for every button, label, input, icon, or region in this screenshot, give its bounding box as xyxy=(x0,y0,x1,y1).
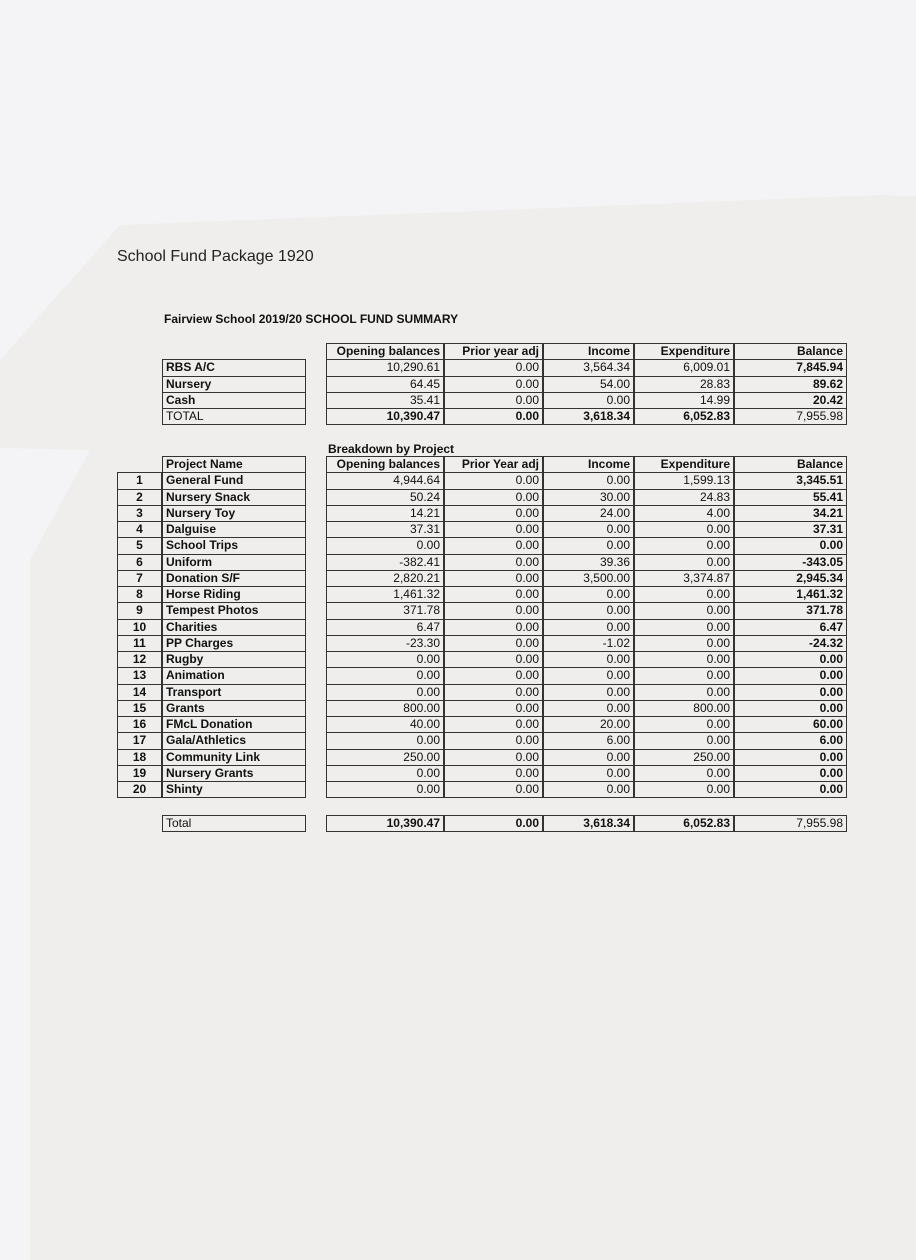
breakdown-col-header: Prior Year adj xyxy=(444,456,543,473)
project-name: Animation xyxy=(162,667,306,684)
project-cell: 6.00 xyxy=(543,732,634,749)
project-cell: 0.00 xyxy=(444,765,543,782)
summary-cell: 3,618.34 xyxy=(543,408,634,425)
project-cell: 371.78 xyxy=(734,602,847,619)
project-cell: 4.00 xyxy=(634,505,734,522)
project-name: Nursery Toy xyxy=(162,505,306,522)
project-cell: 0.00 xyxy=(444,667,543,684)
summary-row-label: Cash xyxy=(162,392,306,409)
summary-row-label: RBS A/C xyxy=(162,359,306,376)
project-cell: 0.00 xyxy=(543,765,634,782)
project-number: 9 xyxy=(117,602,162,619)
project-name: Uniform xyxy=(162,554,306,571)
project-cell: 0.00 xyxy=(634,602,734,619)
project-cell: 0.00 xyxy=(543,684,634,701)
project-cell: 0.00 xyxy=(444,684,543,701)
project-cell: 0.00 xyxy=(734,700,847,717)
summary-cell: 7,955.98 xyxy=(734,408,847,425)
project-cell: 0.00 xyxy=(543,749,634,766)
project-cell: 0.00 xyxy=(444,472,543,489)
project-cell: 0.00 xyxy=(444,505,543,522)
project-cell: 0.00 xyxy=(634,651,734,668)
project-name-header: Project Name xyxy=(162,456,306,473)
project-cell: 1,461.32 xyxy=(734,586,847,603)
project-cell: 0.00 xyxy=(543,651,634,668)
project-cell: 6.47 xyxy=(734,619,847,636)
project-name: Rugby xyxy=(162,651,306,668)
project-name: Shinty xyxy=(162,781,306,798)
project-cell: 0.00 xyxy=(734,537,847,554)
project-cell: 0.00 xyxy=(734,667,847,684)
project-number: 7 xyxy=(117,570,162,587)
project-cell: 50.24 xyxy=(326,489,444,506)
project-cell: 30.00 xyxy=(543,489,634,506)
project-name: Transport xyxy=(162,684,306,701)
project-number: 12 xyxy=(117,651,162,668)
project-name: General Fund xyxy=(162,472,306,489)
project-cell: 20.00 xyxy=(543,716,634,733)
project-cell: 2,945.34 xyxy=(734,570,847,587)
project-name: PP Charges xyxy=(162,635,306,652)
project-cell: 0.00 xyxy=(444,554,543,571)
project-cell: 0.00 xyxy=(444,781,543,798)
project-cell: 0.00 xyxy=(543,667,634,684)
project-cell: 0.00 xyxy=(543,700,634,717)
project-cell: 3,345.51 xyxy=(734,472,847,489)
project-number: 17 xyxy=(117,732,162,749)
summary-row-label: Nursery xyxy=(162,376,306,393)
project-number: 3 xyxy=(117,505,162,522)
summary-cell: 0.00 xyxy=(444,408,543,425)
summary-cell: 28.83 xyxy=(634,376,734,393)
total-cell: 7,955.98 xyxy=(734,815,847,832)
summary-cell: 7,845.94 xyxy=(734,359,847,376)
project-cell: -24.32 xyxy=(734,635,847,652)
project-cell: 0.00 xyxy=(543,537,634,554)
breakdown-col-header: Expenditure xyxy=(634,456,734,473)
project-name: Grants xyxy=(162,700,306,717)
project-cell: 39.36 xyxy=(543,554,634,571)
project-number: 14 xyxy=(117,684,162,701)
project-number: 10 xyxy=(117,619,162,636)
project-number: 16 xyxy=(117,716,162,733)
project-cell: 0.00 xyxy=(543,781,634,798)
project-cell: 0.00 xyxy=(444,537,543,554)
project-cell: 6.47 xyxy=(326,619,444,636)
summary-cell: 0.00 xyxy=(444,359,543,376)
project-name: Dalguise xyxy=(162,521,306,538)
project-cell: -1.02 xyxy=(543,635,634,652)
breakdown-col-header: Income xyxy=(543,456,634,473)
summary-cell: 0.00 xyxy=(543,392,634,409)
project-cell: 2,820.21 xyxy=(326,570,444,587)
project-name: Donation S/F xyxy=(162,570,306,587)
project-number: 13 xyxy=(117,667,162,684)
breakdown-title: Breakdown by Project xyxy=(328,442,455,456)
project-cell: 4,944.64 xyxy=(326,472,444,489)
summary-cell: 0.00 xyxy=(444,376,543,393)
project-cell: 0.00 xyxy=(444,489,543,506)
breakdown-col-header: Opening balances xyxy=(326,456,444,473)
summary-cell: 3,564.34 xyxy=(543,359,634,376)
project-cell: -343.05 xyxy=(734,554,847,571)
project-cell: 0.00 xyxy=(326,765,444,782)
project-cell: 0.00 xyxy=(444,716,543,733)
project-name: Nursery Grants xyxy=(162,765,306,782)
project-cell: 0.00 xyxy=(634,619,734,636)
project-cell: 0.00 xyxy=(444,602,543,619)
project-cell: 55.41 xyxy=(734,489,847,506)
project-cell: 0.00 xyxy=(543,619,634,636)
summary-cell: 64.45 xyxy=(326,376,444,393)
project-number: 19 xyxy=(117,765,162,782)
project-cell: 0.00 xyxy=(444,619,543,636)
project-cell: 0.00 xyxy=(444,700,543,717)
total-cell: 3,618.34 xyxy=(543,815,634,832)
project-name: Nursery Snack xyxy=(162,489,306,506)
project-cell: 0.00 xyxy=(444,635,543,652)
project-cell: 0.00 xyxy=(326,651,444,668)
project-cell: 0.00 xyxy=(543,586,634,603)
project-name: Charities xyxy=(162,619,306,636)
summary-row-label: TOTAL xyxy=(162,408,306,425)
project-name: Community Link xyxy=(162,749,306,766)
total-cell: 0.00 xyxy=(444,815,543,832)
project-cell: 250.00 xyxy=(326,749,444,766)
total-label: Total xyxy=(162,815,306,832)
project-cell: 0.00 xyxy=(734,749,847,766)
project-cell: 0.00 xyxy=(444,732,543,749)
project-number: 8 xyxy=(117,586,162,603)
project-cell: 24.83 xyxy=(634,489,734,506)
summary-cell: 6,052.83 xyxy=(634,408,734,425)
summary-cell: 14.99 xyxy=(634,392,734,409)
project-cell: 0.00 xyxy=(634,521,734,538)
project-number: 11 xyxy=(117,635,162,652)
summary-cell: 6,009.01 xyxy=(634,359,734,376)
project-cell: 3,374.87 xyxy=(634,570,734,587)
summary-cell: 10,290.61 xyxy=(326,359,444,376)
summary-col-header: Prior year adj xyxy=(444,343,543,360)
summary-col-header: Opening balances xyxy=(326,343,444,360)
summary-col-header: Income xyxy=(543,343,634,360)
project-cell: 37.31 xyxy=(734,521,847,538)
project-cell: 14.21 xyxy=(326,505,444,522)
project-cell: 0.00 xyxy=(634,586,734,603)
project-cell: 40.00 xyxy=(326,716,444,733)
project-cell: 0.00 xyxy=(444,651,543,668)
project-cell: 60.00 xyxy=(734,716,847,733)
project-cell: 800.00 xyxy=(634,700,734,717)
project-cell: 0.00 xyxy=(326,684,444,701)
project-name: School Trips xyxy=(162,537,306,554)
project-cell: 37.31 xyxy=(326,521,444,538)
breakdown-col-header: Balance xyxy=(734,456,847,473)
project-number: 5 xyxy=(117,537,162,554)
project-number: 1 xyxy=(117,472,162,489)
project-number: 18 xyxy=(117,749,162,766)
summary-cell: 35.41 xyxy=(326,392,444,409)
project-number: 2 xyxy=(117,489,162,506)
project-cell: 0.00 xyxy=(634,716,734,733)
project-cell: 0.00 xyxy=(444,570,543,587)
project-cell: 0.00 xyxy=(543,602,634,619)
project-cell: 0.00 xyxy=(444,586,543,603)
project-cell: 0.00 xyxy=(634,635,734,652)
project-cell: 6.00 xyxy=(734,732,847,749)
project-cell: 0.00 xyxy=(543,521,634,538)
project-cell: 0.00 xyxy=(543,472,634,489)
total-cell: 6,052.83 xyxy=(634,815,734,832)
project-cell: 0.00 xyxy=(634,667,734,684)
project-number: 6 xyxy=(117,554,162,571)
summary-cell: 10,390.47 xyxy=(326,408,444,425)
project-cell: 0.00 xyxy=(634,537,734,554)
project-cell: 0.00 xyxy=(326,781,444,798)
project-cell: 34.21 xyxy=(734,505,847,522)
summary-cell: 89.62 xyxy=(734,376,847,393)
project-cell: 0.00 xyxy=(634,684,734,701)
project-cell: 24.00 xyxy=(543,505,634,522)
project-cell: -382.41 xyxy=(326,554,444,571)
project-cell: 3,500.00 xyxy=(543,570,634,587)
project-number: 15 xyxy=(117,700,162,717)
project-cell: 0.00 xyxy=(444,749,543,766)
project-cell: -23.30 xyxy=(326,635,444,652)
project-name: Gala/Athletics xyxy=(162,732,306,749)
project-cell: 800.00 xyxy=(326,700,444,717)
project-cell: 0.00 xyxy=(634,781,734,798)
project-number: 4 xyxy=(117,521,162,538)
document-header: School Fund Package 1920 xyxy=(117,248,314,265)
project-cell: 0.00 xyxy=(634,765,734,782)
project-cell: 0.00 xyxy=(734,651,847,668)
document-title: Fairview School 2019/20 SCHOOL FUND SUMMARY xyxy=(164,312,459,326)
summary-cell: 54.00 xyxy=(543,376,634,393)
project-number: 20 xyxy=(117,781,162,798)
project-cell: 1,599.13 xyxy=(634,472,734,489)
total-cell: 10,390.47 xyxy=(326,815,444,832)
project-cell: 371.78 xyxy=(326,602,444,619)
project-name: Horse Riding xyxy=(162,586,306,603)
project-cell: 1,461.32 xyxy=(326,586,444,603)
project-cell: 0.00 xyxy=(444,521,543,538)
project-cell: 0.00 xyxy=(634,554,734,571)
project-cell: 0.00 xyxy=(326,732,444,749)
project-name: FMcL Donation xyxy=(162,716,306,733)
summary-cell: 0.00 xyxy=(444,392,543,409)
project-cell: 0.00 xyxy=(734,684,847,701)
project-cell: 0.00 xyxy=(634,732,734,749)
summary-cell: 20.42 xyxy=(734,392,847,409)
project-cell: 0.00 xyxy=(326,667,444,684)
project-cell: 0.00 xyxy=(734,765,847,782)
project-cell: 0.00 xyxy=(326,537,444,554)
summary-col-header: Expenditure xyxy=(634,343,734,360)
summary-col-header: Balance xyxy=(734,343,847,360)
project-cell: 250.00 xyxy=(634,749,734,766)
project-cell: 0.00 xyxy=(734,781,847,798)
project-name: Tempest Photos xyxy=(162,602,306,619)
